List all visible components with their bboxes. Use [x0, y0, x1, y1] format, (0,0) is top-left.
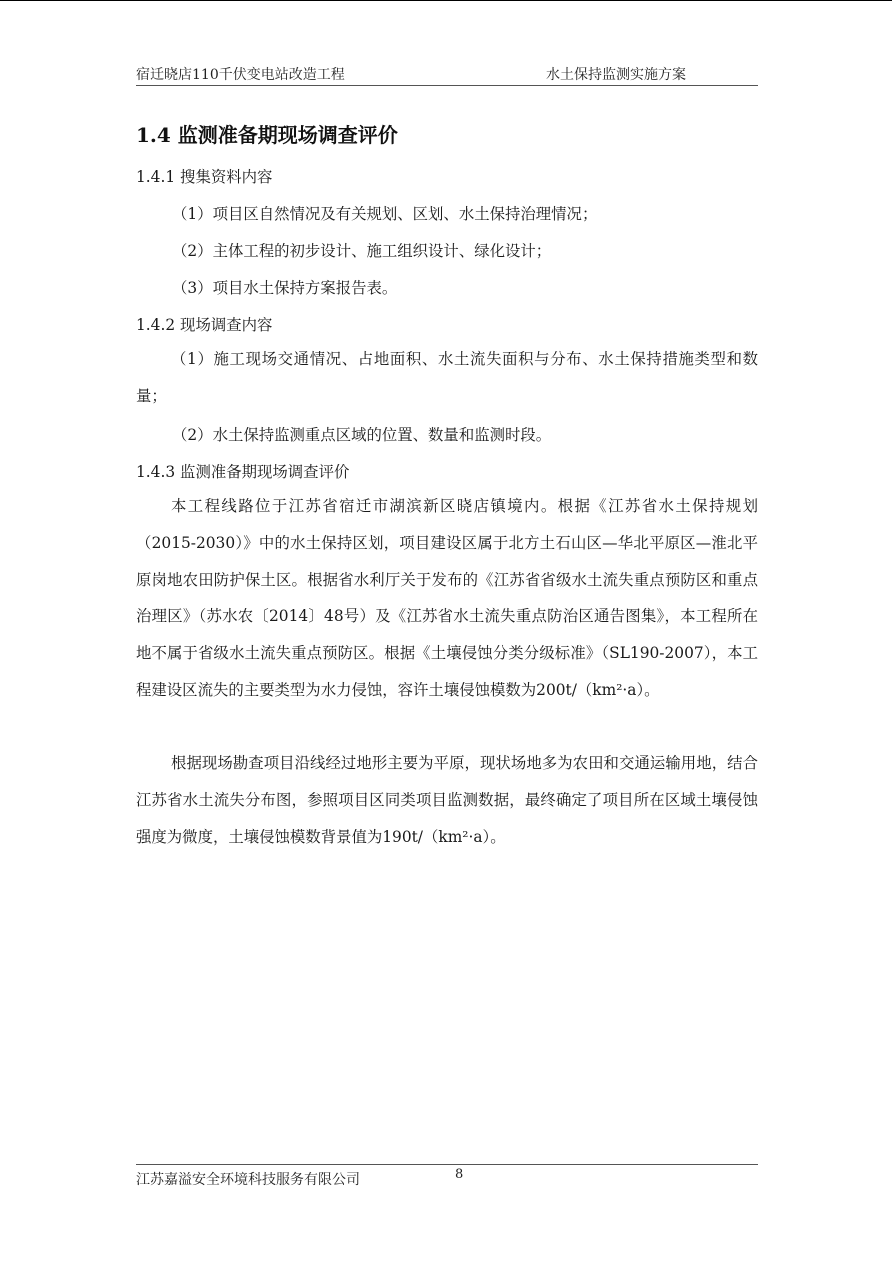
section-title: 1.4 监测准备期现场调查评价: [136, 123, 398, 147]
header-project-name: 宿迁晓店110千伏变电站改造工程: [136, 67, 345, 83]
evaluation-paragraph-1: 本工程线路位于江苏省宿迁市湖滨新区晓店镇境内。根据《江苏省水土保持规划（2015-2030）》中的水土保持区划，项目建设区属于北方土石山区—华北平原区—淮北平原岗地农田防护保土区。根据省水利厅关于发布的《江苏省省级水土流失重点预防区和重点治理区》（苏水农〔2014〕48号）及《江苏省水土流失重点防治区通告图集》，本工程所在地不属于省级水土流失重点预防区。根据《土壤侵蚀分类分级标准》（SL190-2007），本工程建设区流失的主要类型为水力侵蚀，容许土壤侵蚀模数为200t/（km²·a）。: [136, 497, 758, 699]
header-document-title: 水土保持监测实施方案: [546, 67, 686, 83]
survey-item-2: （2）水土保持监测重点区域的位置、数量和监测时段。: [172, 426, 552, 444]
page-number: 8: [455, 1167, 464, 1182]
page-header: [136, 64, 758, 84]
list-item: （3）项目水土保持方案报告表。: [172, 279, 398, 297]
header-divider: [136, 85, 758, 86]
footer-company-name: 江苏嘉溢安全环境科技服务有限公司: [136, 1172, 360, 1188]
footer-divider: [136, 1164, 758, 1165]
page-top-edge: [0, 0, 892, 1]
subsection-heading-1-4-3: 1.4.3 监测准备期现场调查评价: [136, 463, 350, 481]
list-item: （2）主体工程的初步设计、施工组织设计、绿化设计；: [172, 242, 552, 260]
evaluation-paragraph-2: 根据现场勘查项目沿线经过地形主要为平原，现状场地多为农田和交通运输用地，结合江苏省水土流失分布图，参照项目区同类项目监测数据，最终确定了项目所在区域土壤侵蚀强度为微度，土壤侵蚀模数背景值为190t/（km²·a）。: [136, 754, 758, 846]
list-item: （1）项目区自然情况及有关规划、区划、水土保持治理情况；: [172, 205, 598, 223]
subsection-heading-1-4-1: 1.4.1 搜集资料内容: [136, 168, 273, 186]
subsection-heading-1-4-2: 1.4.2 现场调查内容: [136, 316, 273, 334]
survey-item-1: （1）施工现场交通情况、占地面积、水土流失面积与分布、水土保持措施类型和数量；: [136, 350, 758, 405]
